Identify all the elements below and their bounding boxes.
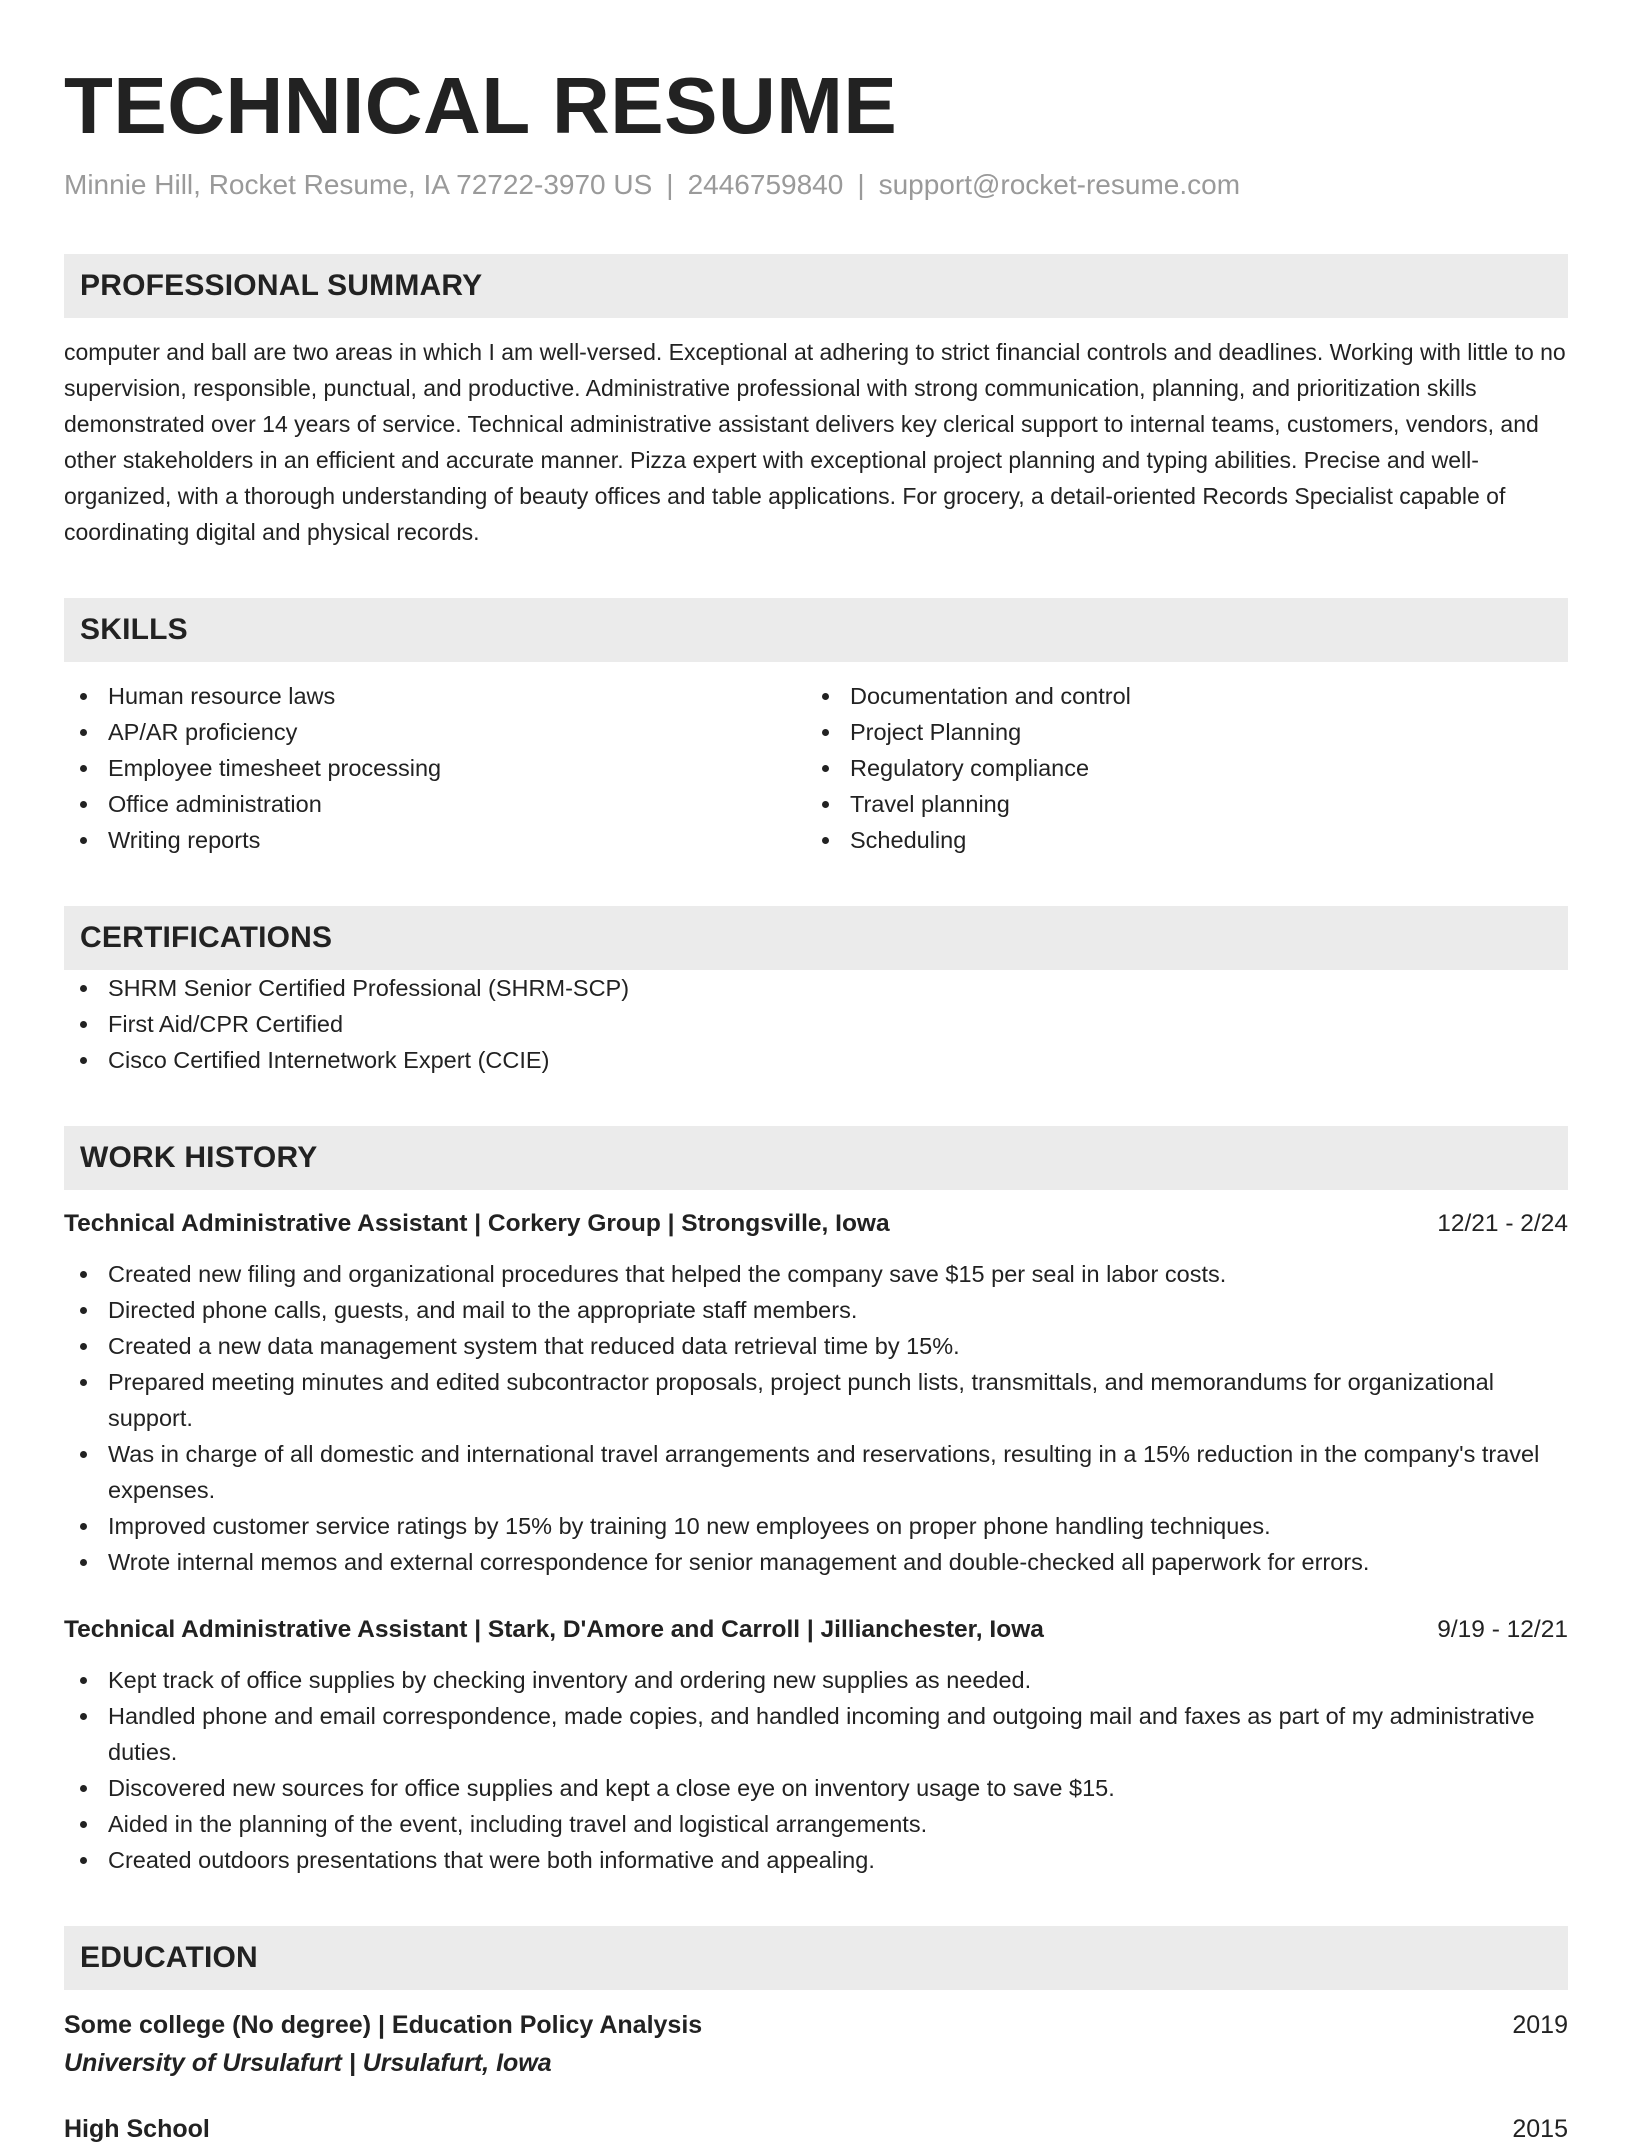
job-title: Technical Administrative Assistant | Corkery Group | Strongsville, Iowa bbox=[64, 1210, 890, 1237]
certification-item: SHRM Senior Certified Professional (SHRM-SCP) bbox=[64, 970, 1568, 1006]
job-bullets bbox=[64, 1662, 1568, 1878]
skill-item: Human resource laws bbox=[64, 678, 806, 714]
certifications-section bbox=[64, 906, 1568, 1078]
education-entry bbox=[64, 2110, 1568, 2148]
contact-separator: | bbox=[857, 169, 865, 200]
certification-item: Cisco Certified Internetwork Expert (CCIE) bbox=[64, 1042, 1568, 1078]
job-header bbox=[64, 1206, 1568, 1242]
skill-item: Office administration bbox=[64, 786, 806, 822]
skill-item: Writing reports bbox=[64, 822, 806, 858]
summary-section bbox=[64, 254, 1568, 550]
skill-item: Travel planning bbox=[806, 786, 1548, 822]
job-header bbox=[64, 1612, 1568, 1648]
job-bullet: Wrote internal memos and external correspondence for senior management and double-checked all paperwork for errors. bbox=[64, 1544, 1568, 1580]
skill-item: Employee timesheet processing bbox=[64, 750, 806, 786]
job-bullet: Discovered new sources for office supplies and kept a close eye on inventory usage to save $15. bbox=[64, 1770, 1568, 1806]
contact-phone: 2446759840 bbox=[687, 169, 844, 200]
education-degree: High School bbox=[64, 2115, 210, 2143]
job-bullet: Directed phone calls, guests, and mail to the appropriate staff members. bbox=[64, 1292, 1568, 1328]
education-entry bbox=[64, 2006, 1568, 2082]
skill-item: Documentation and control bbox=[806, 678, 1548, 714]
education-header bbox=[64, 2006, 1568, 2044]
section-heading-certifications: CERTIFICATIONS bbox=[64, 906, 1568, 970]
job-dates: 12/21 - 2/24 bbox=[1437, 1210, 1568, 1237]
skill-item: Project Planning bbox=[806, 714, 1548, 750]
section-heading-skills: SKILLS bbox=[64, 598, 1568, 662]
job-bullet: Aided in the planning of the event, including travel and logistical arrangements. bbox=[64, 1806, 1568, 1842]
certification-item: First Aid/CPR Certified bbox=[64, 1006, 1568, 1042]
job-bullet: Handled phone and email correspondence, made copies, and handled incoming and outgoing mail and faxes as part of my administrative duties. bbox=[64, 1698, 1568, 1770]
education-school: University of Ursulafurt | Ursulafurt, Iowa bbox=[64, 2049, 552, 2077]
contact-separator: | bbox=[666, 169, 674, 200]
skills-section bbox=[64, 598, 1568, 858]
section-heading-work-history: WORK HISTORY bbox=[64, 1126, 1568, 1190]
education-section bbox=[64, 1926, 1568, 2148]
job-bullet: Created a new data management system that reduced data retrieval time by 15%. bbox=[64, 1328, 1568, 1364]
skills-list-right bbox=[806, 678, 1548, 858]
job-entry bbox=[64, 1206, 1568, 1580]
education-degree: Some college (No degree) | Education Policy Analysis bbox=[64, 2011, 703, 2039]
job-bullet: Created new filing and organizational procedures that helped the company save $15 per seal in labor costs. bbox=[64, 1256, 1568, 1292]
education-year: 2015 bbox=[1512, 2115, 1568, 2143]
section-heading-summary: PROFESSIONAL SUMMARY bbox=[64, 254, 1568, 318]
skills-grid bbox=[64, 678, 1568, 858]
job-title: Technical Administrative Assistant | Stark, D'Amore and Carroll | Jillianchester, Iowa bbox=[64, 1616, 1044, 1643]
contact-email: support@rocket-resume.com bbox=[878, 169, 1241, 200]
job-dates: 9/19 - 12/21 bbox=[1437, 1616, 1568, 1643]
summary-text: computer and ball are two areas in which I am well-versed. Exceptional at adhering to strict financial controls and deadlines. Working with little to no supervision, responsible, punctual, and productive. Administrative professional with strong communication, planning, and prioritization skills demonstrated over 14 years of service. Technical administrative assistant delivers key clerical support to internal teams, customers, vendors, and other stakeholders in an efficient and accurate manner. Pizza expert with exceptional project planning and typing abilities. Precise and well-organized, with a thorough understanding of beauty offices and table applications. For grocery, a detail-oriented Records Specialist capable of coordinating digital and physical records. bbox=[64, 339, 1566, 545]
resume-title: TECHNICAL RESUME bbox=[64, 61, 898, 150]
section-heading-education: EDUCATION bbox=[64, 1926, 1568, 1990]
contact-line bbox=[64, 168, 1568, 202]
job-bullet: Kept track of office supplies by checking inventory and ordering new supplies as needed. bbox=[64, 1662, 1568, 1698]
job-bullets bbox=[64, 1256, 1568, 1580]
education-year: 2019 bbox=[1512, 2011, 1568, 2039]
certifications-list bbox=[64, 970, 1568, 1078]
work-history-section bbox=[64, 1126, 1568, 1878]
job-bullet: Was in charge of all domestic and international travel arrangements and reservations, resulting in a 15% reduction in the company's travel expenses. bbox=[64, 1436, 1568, 1508]
job-bullet: Prepared meeting minutes and edited subcontractor proposals, project punch lists, transmittals, and memorandums for organizational support. bbox=[64, 1364, 1568, 1436]
job-bullet: Improved customer service ratings by 15% by training 10 new employees on proper phone handling techniques. bbox=[64, 1508, 1568, 1544]
job-bullet: Created outdoors presentations that were both informative and appealing. bbox=[64, 1842, 1568, 1878]
skills-list-left bbox=[64, 678, 806, 858]
skill-item: Scheduling bbox=[806, 822, 1548, 858]
job-entry bbox=[64, 1612, 1568, 1878]
education-header bbox=[64, 2110, 1568, 2148]
skill-item: AP/AR proficiency bbox=[64, 714, 806, 750]
contact-address: Minnie Hill, Rocket Resume, IA 72722-3970 US bbox=[64, 169, 653, 200]
skill-item: Regulatory compliance bbox=[806, 750, 1548, 786]
